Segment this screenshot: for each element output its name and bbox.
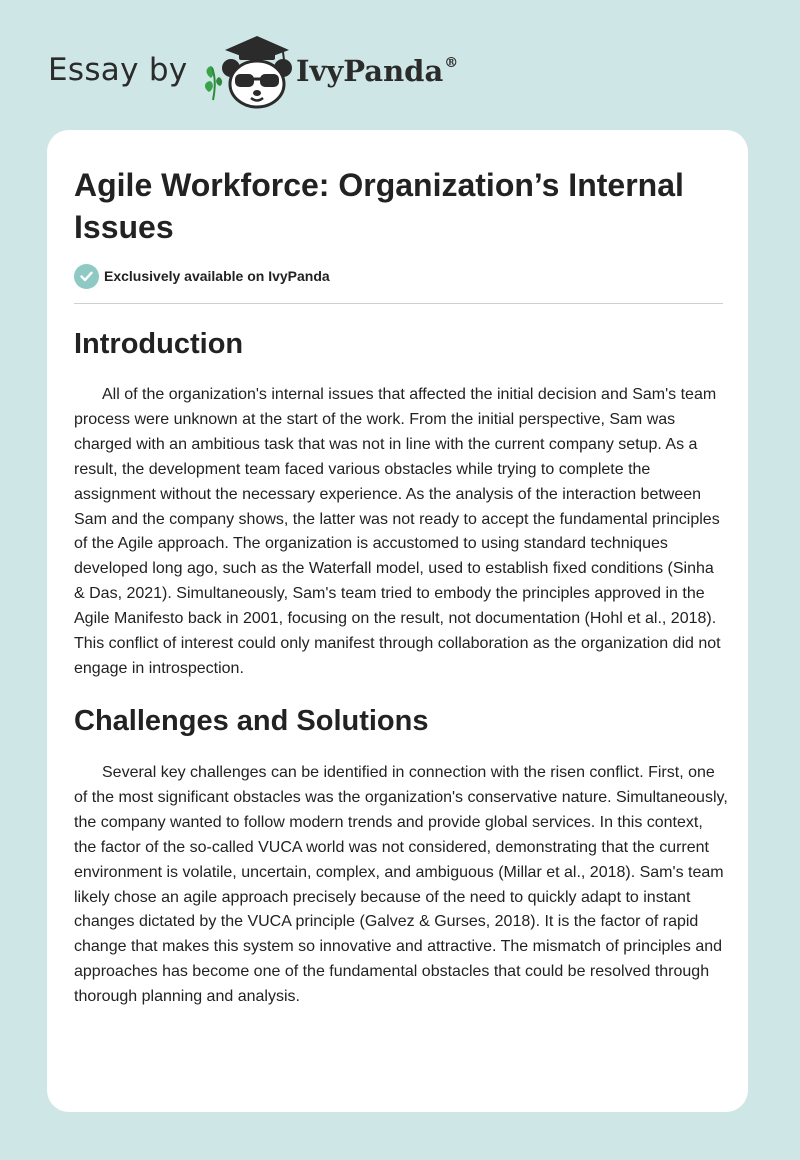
ivy-leaf-icon (205, 66, 222, 100)
exclusive-label: Exclusively available on IvyPanda (104, 268, 330, 284)
brand-text: IvyPanda (296, 54, 444, 88)
section-paragraph-introduction: All of the organization's internal issues that affected the initial decision and Sam's team process were unknown at the start of the work. From the initial perspective, Sam was charged with an ambitious task that was not in line with the current company setup. As a result, the development team faced various obstacles while trying to complete the assignment without the necessary experience. As the analysis of the interaction between Sam and the company shows, the latter was not ready to accept the fundamental principles of the Agile approach. The organization is accustomed to using standard techniques developed long ago, such as the Waterfall model, used to establish fixed conditions (Sinha & Das, 2021). Simultaneously, Sam's team tried to embody the principles approved in the Agile Manifesto back in 2001, focusing on the result, not documentation (Hohl et al., 2018). This conflict of interest could only manifest through collaboration as the organization did not engage in introspection. (74, 386, 721, 677)
article-card (47, 130, 748, 1112)
brand-name[interactable] (296, 54, 458, 88)
check-icon (74, 264, 99, 289)
essay-by-label: Essay by (48, 52, 188, 88)
panda-graduate-logo-icon[interactable] (203, 34, 295, 110)
registered-mark: ® (444, 55, 459, 71)
section-heading-challenges: Challenges and Solutions (74, 705, 429, 737)
section-heading-introduction: Introduction (74, 328, 244, 360)
exclusive-badge (74, 263, 330, 289)
site-header (48, 30, 748, 110)
section-paragraph-challenges: Several key challenges can be identified in connection with the risen conflict. First, one of the most significant obstacles was the organization's conservative nature. Simultaneously, the company wanted to follow modern trends and provide global services. In this context, the factor of the so-called VUCA world was not considered, demonstrating that the current environment is volatile, uncertain, complex, and ambiguous (Millar et al., 2018). Sam's team likely chose an agile approach precisely because of the need to quickly adapt to instant changes dictated by the VUCA principle (Galvez & Gurses, 2018). It is the factor of rapid change that makes this system so innovative and attractive. The mismatch of principles and approaches has become one of the fundamental obstacles that could be resolved through thorough planning and analysis. (74, 764, 728, 1006)
page-title: Agile Workforce: Organization’s Internal Issues (74, 167, 684, 245)
divider (74, 303, 723, 304)
